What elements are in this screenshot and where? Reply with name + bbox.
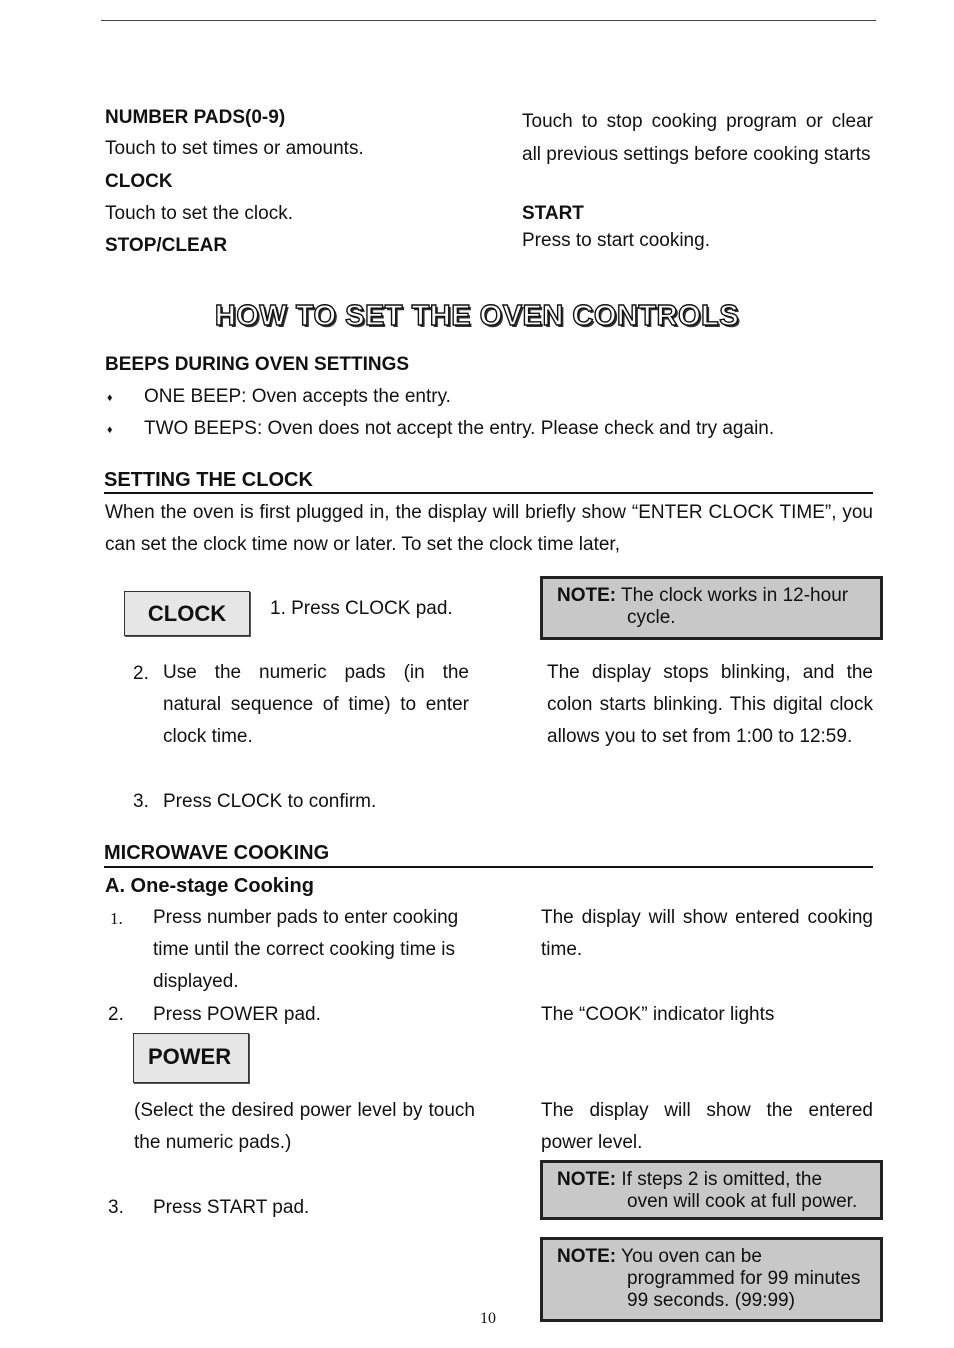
note-text-cont: oven will cook at full power. — [627, 1191, 858, 1212]
mw-step2-result: The “COOK” indicator lights — [541, 1004, 775, 1025]
mw-step1-num: 1. — [110, 909, 123, 928]
microwave-section-heading: MICROWAVE COOKING — [104, 842, 330, 864]
page-title: HOW TO SET THE OVEN CONTROLS — [214, 300, 740, 332]
power-select-result: The display will show the entered power level. — [541, 1100, 873, 1153]
clock-desc: Touch to set the clock. — [105, 203, 293, 224]
clock-step3-num: 3. — [133, 791, 149, 812]
page-number: 10 — [480, 1310, 496, 1327]
note-text: You oven can be — [621, 1246, 762, 1267]
power-pad-button[interactable]: POWER — [133, 1033, 249, 1083]
mw-step2: Press POWER pad. — [153, 1004, 321, 1025]
note-text-cont: programmed for 99 minutes — [627, 1268, 861, 1289]
mw-step3-num: 3. — [108, 1197, 124, 1218]
number-pads-desc: Touch to set times or amounts. — [105, 138, 364, 159]
beep-item-one: ONE BEEP: Oven accepts the entry. — [144, 386, 451, 407]
number-pads-title: NUMBER PADS(0-9) — [105, 107, 286, 128]
mw-step1: Press number pads to enter cooking time until the correct cooking time is displayed. — [153, 907, 459, 992]
beeps-heading: BEEPS DURING OVEN SETTINGS — [105, 354, 410, 375]
start-desc: Press to start cooking. — [522, 230, 710, 251]
mw-step2-num: 2. — [108, 1004, 124, 1025]
clock-title: CLOCK — [105, 171, 173, 192]
clock-intro: When the oven is first plugged in, the display will briefly show “ENTER CLOCK TIME”, you can set the clock time now or later. To set the clock time later, — [105, 502, 873, 555]
clock-step2-result: The display stops blinking, and the colon starts blinking. This digital clock allows you to set from 1:00 to 12:59. — [547, 662, 873, 747]
beep-item-two: TWO BEEPS: Oven does not accept the entry. Please check and try again. — [144, 418, 775, 439]
clock-pad-button[interactable]: CLOCK — [124, 591, 250, 636]
note-text-cont: 99 seconds. (99:99) — [627, 1290, 795, 1311]
note-label: NOTE: — [557, 1169, 617, 1190]
note-text: The clock works in 12-hour — [621, 585, 849, 606]
bullet-icon: ♦ — [107, 424, 113, 436]
clock-step1: 1. Press CLOCK pad. — [270, 598, 453, 619]
clock-step2: Use the numeric pads (in the natural sequence of time) to enter clock time. — [163, 662, 469, 747]
power-note-box — [540, 1160, 883, 1220]
start-title: START — [522, 203, 584, 224]
clock-step2-num: 2. — [133, 663, 149, 684]
mw-step1-result: The display will show entered cooking time. — [541, 907, 873, 960]
one-stage-heading: A. One-stage Cooking — [105, 875, 314, 897]
bullet-icon: ♦ — [107, 392, 113, 404]
header-rule — [101, 20, 876, 21]
clock-step3: Press CLOCK to confirm. — [163, 791, 377, 812]
mw-step3: Press START pad. — [153, 1197, 310, 1218]
power-select-text: (Select the desired power level by touch the numeric pads.) — [134, 1100, 475, 1153]
stop-clear-title: STOP/CLEAR — [105, 235, 228, 256]
note-label: NOTE: — [557, 1246, 617, 1267]
note-label: NOTE: — [557, 585, 617, 606]
stop-clear-desc: Touch to stop cooking program or clear all previous settings before cooking starts — [522, 111, 873, 165]
clock-note-box — [540, 576, 883, 640]
clock-section-heading: SETTING THE CLOCK — [104, 469, 313, 491]
note-text: If steps 2 is omitted, the — [621, 1169, 823, 1190]
note-text-cont: cycle. — [627, 607, 676, 628]
